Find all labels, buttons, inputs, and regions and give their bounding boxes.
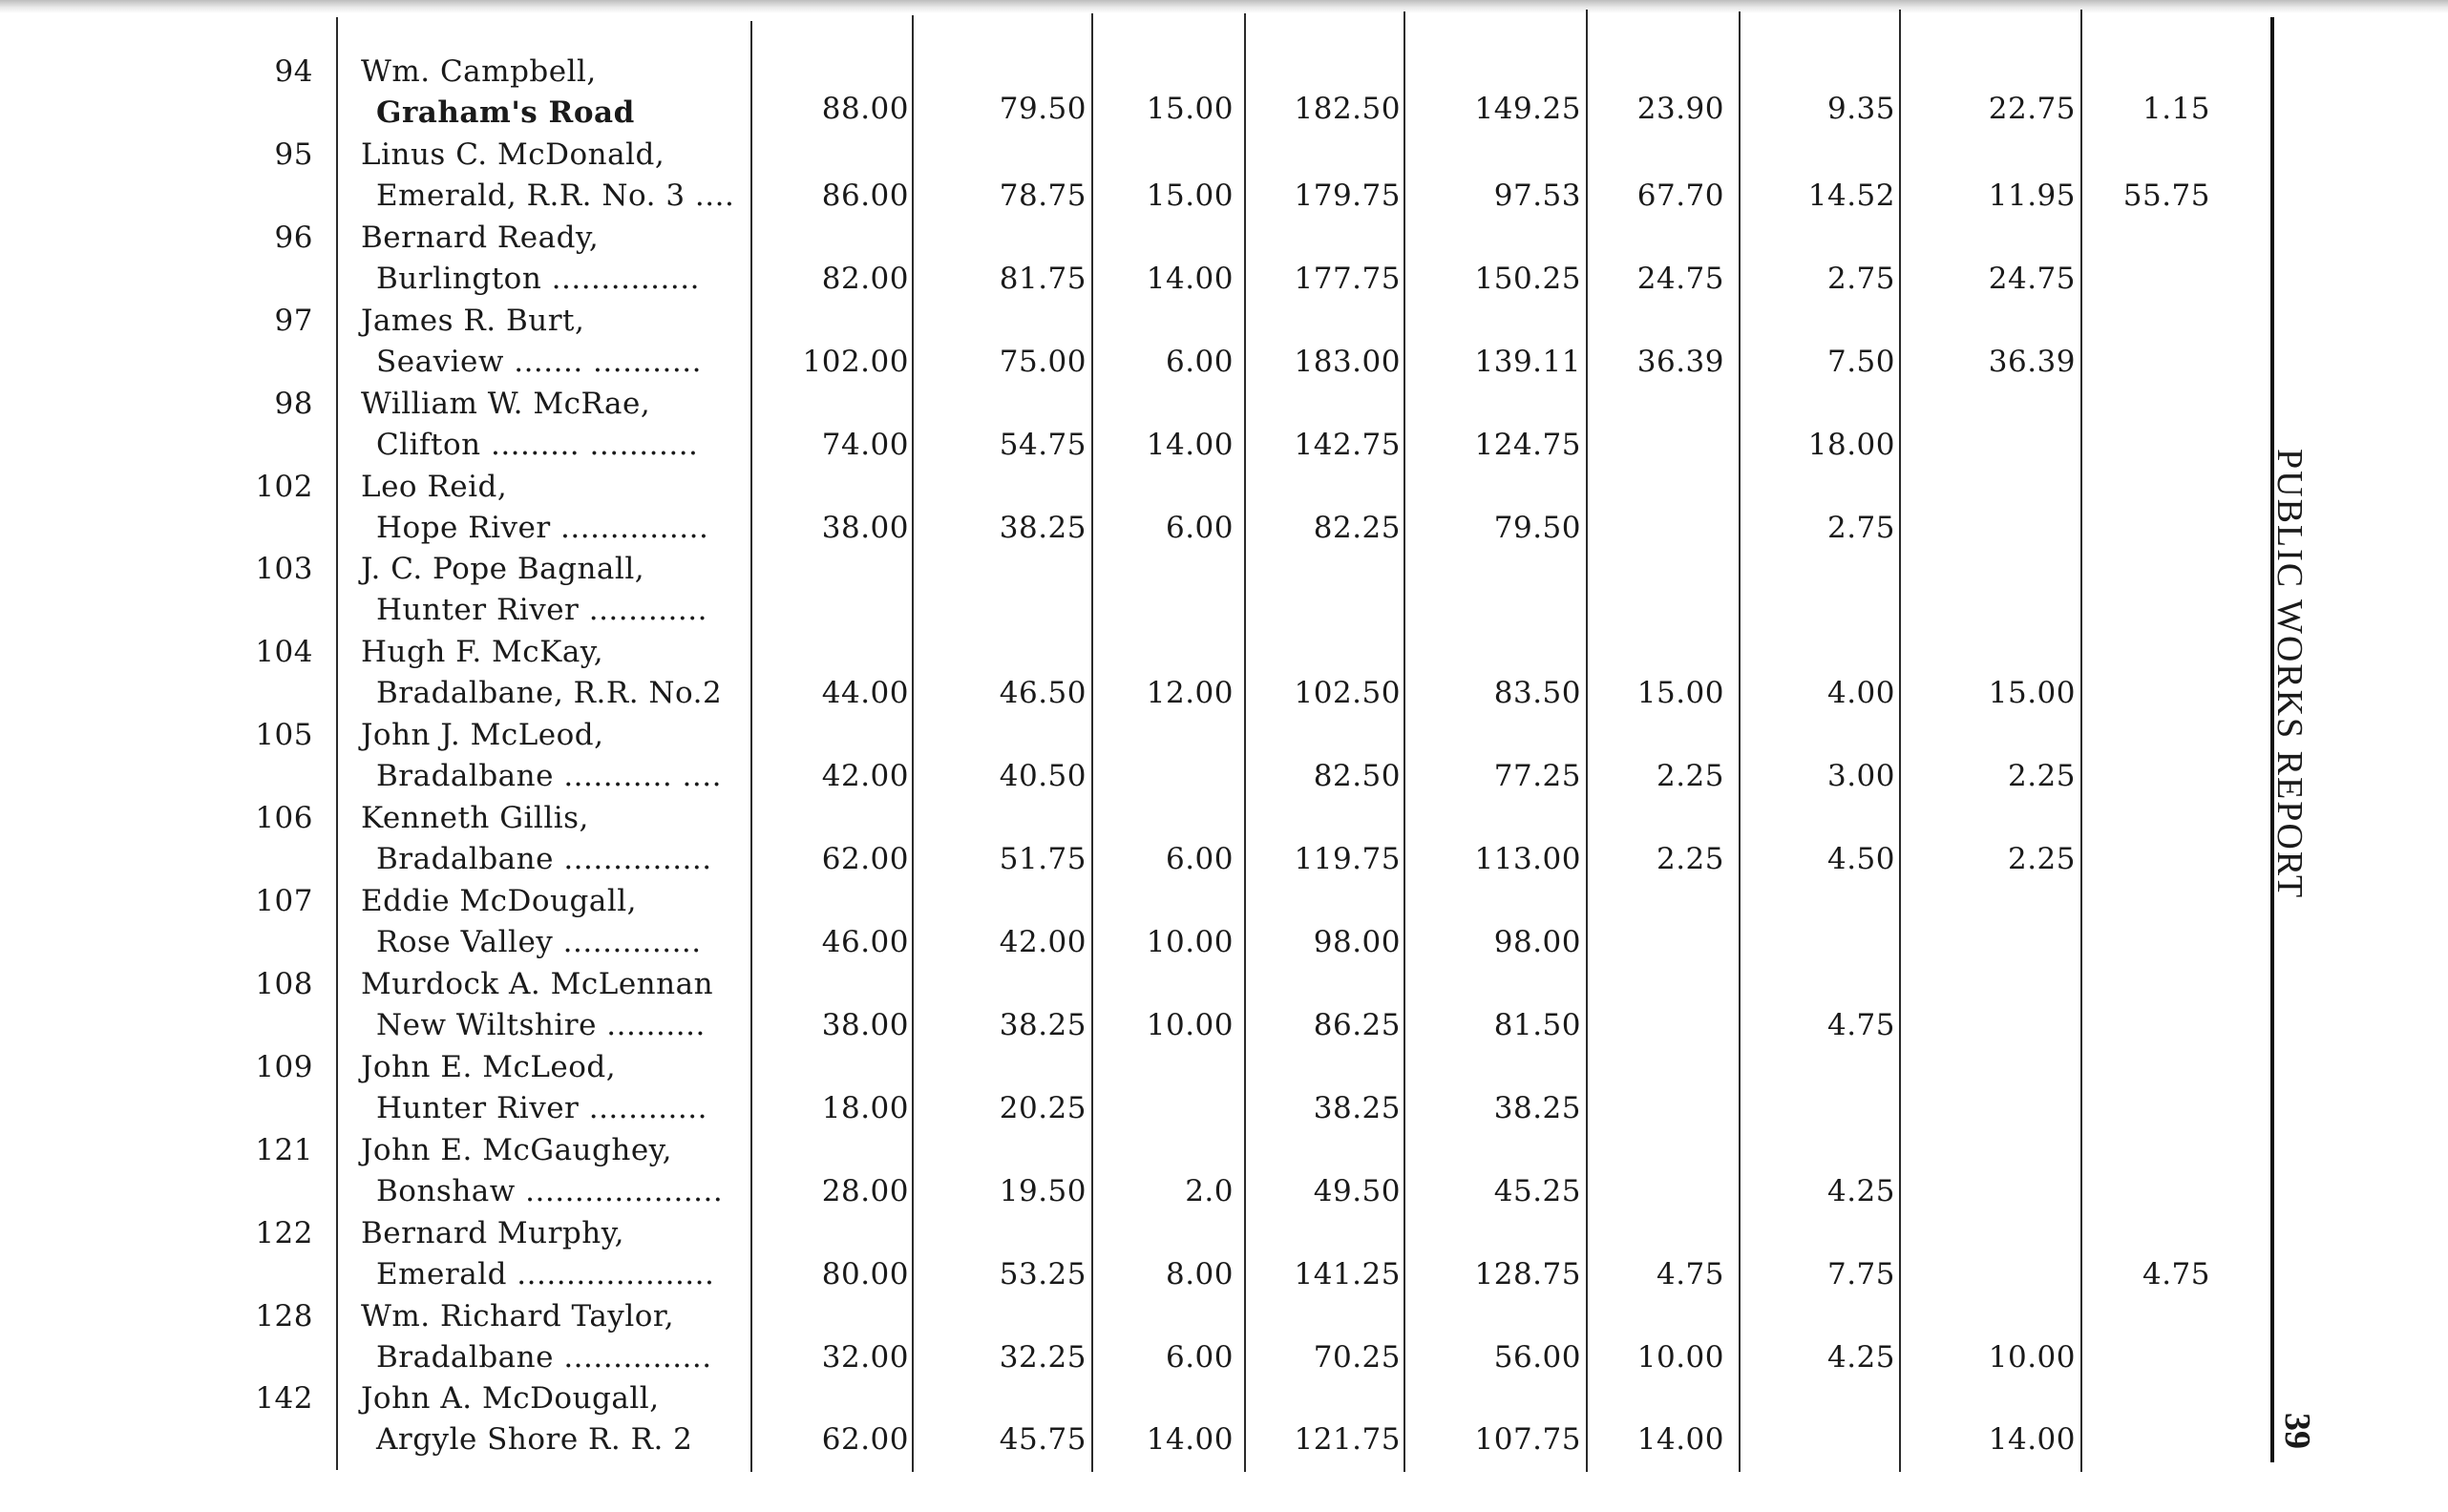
contractor-name: Hugh F. McKay, (361, 635, 604, 669)
amount-cell-c4: 98.00 (1313, 925, 1401, 959)
amount-cell-c9: 4.75 (2142, 1257, 2210, 1292)
amount-cell-c8: 10.00 (1988, 1340, 2076, 1375)
amount-cell-c9 (2000, 343, 2210, 381)
amount-cell-c8: 36.39 (1988, 345, 2076, 379)
contractor-name: John E. McGaughey, (361, 1133, 672, 1167)
amount-cell-c5: 128.75 (1474, 1257, 1581, 1292)
amount-cell-c8: 14.00 (1988, 1422, 2076, 1457)
amount-cell-c1: 88.00 (821, 92, 909, 126)
amount-cell-c9 (2000, 1420, 2210, 1459)
amount-cell-c6: 2.25 (1656, 842, 1724, 876)
contractor-address: Bradalbane ........... .... (376, 759, 722, 793)
side-title: PUBLIC WORKS REPORT (2269, 449, 2310, 900)
amount-cell-c1: 18.00 (821, 1091, 909, 1125)
amount-cell-c3: 10.00 (1146, 1008, 1234, 1042)
amount-cell-c6: 23.90 (1636, 92, 1724, 126)
amount-cell-c4: 86.25 (1313, 1008, 1401, 1042)
amount-cell-c2: 79.50 (999, 92, 1087, 126)
contractor-address: Hunter River ............ (376, 1091, 707, 1125)
column-rule (1091, 13, 1093, 1472)
amount-cell-c9: 1.15 (2142, 92, 2210, 126)
amount-cell-c2: 75.00 (999, 345, 1087, 379)
contractor-name: J. C. Pope Bagnall, (361, 552, 645, 586)
amount-cell-c3: 2.0 (1185, 1174, 1234, 1208)
row-number: 103 (255, 552, 313, 586)
amount-cell-c7: 14.52 (1807, 178, 1895, 213)
amount-cell-c9 (2000, 674, 2210, 712)
amount-cell-c5: 107.75 (1474, 1422, 1581, 1457)
amount-cell-c9 (2000, 923, 2210, 961)
amount-cell-c8: 2.25 (2007, 842, 2076, 876)
amount-cell-c4: 141.25 (1294, 1257, 1401, 1292)
amount-cell-c1: 62.00 (821, 1422, 909, 1457)
amount-cell-c3: 14.00 (1146, 1422, 1234, 1457)
amount-cell-c7 (1685, 591, 1895, 629)
amount-cell-c7: 3.00 (1826, 759, 1895, 793)
contractor-address: Emerald .................... (376, 1257, 715, 1292)
amount-cell-c6: 15.00 (1636, 676, 1724, 710)
amount-cell-c1: 80.00 (821, 1257, 909, 1292)
amount-cell-c1: 46.00 (821, 925, 909, 959)
row-number: 104 (255, 635, 313, 669)
amount-cell-c7 (1685, 1089, 1895, 1127)
column-rule (1586, 10, 1588, 1472)
amount-cell-c7: 9.35 (1826, 92, 1895, 126)
contractor-address: Hope River ............... (376, 511, 709, 545)
amount-cell-c5: 139.11 (1474, 345, 1581, 379)
amount-cell-c9 (2000, 260, 2210, 298)
amount-cell-c1: 38.00 (821, 511, 909, 545)
amount-cell-c9 (2000, 840, 2210, 878)
amount-cell-c6: 10.00 (1636, 1340, 1724, 1375)
amount-cell-c3: 14.00 (1146, 428, 1234, 462)
amount-cell-c2: 19.50 (999, 1174, 1087, 1208)
contractor-address: New Wiltshire .......... (376, 1008, 706, 1042)
amount-cell-c7: 4.00 (1826, 676, 1895, 710)
amount-cell-c7 (1685, 923, 1895, 961)
amount-cell-c9 (2000, 509, 2210, 547)
amount-cell-c5: 97.53 (1493, 178, 1581, 213)
amount-cell-c8: 2.25 (2007, 759, 2076, 793)
row-number: 108 (255, 967, 313, 1001)
row-number: 128 (255, 1299, 313, 1334)
amount-cell-c9 (2000, 426, 2210, 464)
amount-cell-c5: 45.25 (1493, 1174, 1581, 1208)
amount-cell-c5: 113.00 (1474, 842, 1581, 876)
amount-cell-c8: 22.75 (1988, 92, 2076, 126)
amount-cell-c4: 82.50 (1313, 759, 1401, 793)
amount-cell-c1: 74.00 (821, 428, 909, 462)
column-rule (1899, 10, 1901, 1472)
contractor-name: Linus C. McDonald, (361, 137, 665, 172)
amount-cell-c9 (2000, 1089, 2210, 1127)
amount-cell-c3: 15.00 (1146, 92, 1234, 126)
row-number: 98 (274, 387, 313, 421)
amount-cell-c4: 177.75 (1294, 262, 1401, 296)
amount-cell-c2: 45.75 (999, 1422, 1087, 1457)
contractor-address: Rose Valley .............. (376, 925, 702, 959)
amount-cell-c9 (2000, 591, 2210, 629)
amount-cell-c3: 8.00 (1165, 1257, 1234, 1292)
contractor-name: James R. Burt, (361, 304, 585, 338)
contractor-address: Bradalbane, R.R. No.2 (376, 676, 723, 710)
amount-cell-c3: 6.00 (1165, 345, 1234, 379)
amount-cell-c2: 78.75 (999, 178, 1087, 213)
amount-cell-c9 (2000, 1338, 2210, 1376)
contractor-name: Bernard Murphy, (361, 1216, 624, 1250)
amount-cell-c5: 150.25 (1474, 262, 1581, 296)
amount-cell-c9 (2000, 1172, 2210, 1210)
amount-cell-c1: 82.00 (821, 262, 909, 296)
amount-cell-c3: 6.00 (1165, 1340, 1234, 1375)
column-rule (2080, 10, 2082, 1472)
amount-cell-c4: 38.25 (1313, 1091, 1401, 1125)
amount-cell-c4: 119.75 (1294, 842, 1401, 876)
amount-cell-c2: 38.25 (999, 1008, 1087, 1042)
amount-cell-c4: 121.75 (1294, 1422, 1401, 1457)
amount-cell-c7 (1685, 1420, 1895, 1459)
contractor-name: John A. McDougall, (361, 1381, 660, 1416)
amount-cell-c3: 12.00 (1146, 676, 1234, 710)
row-number: 142 (255, 1381, 313, 1416)
amount-cell-c4: 82.25 (1313, 511, 1401, 545)
amount-cell-c5: 149.25 (1474, 92, 1581, 126)
amount-cell-c1: 28.00 (821, 1174, 909, 1208)
amount-cell-c1: 38.00 (821, 1008, 909, 1042)
amount-cell-c2: 32.25 (999, 1340, 1087, 1375)
amount-cell-c4: 179.75 (1294, 178, 1401, 213)
row-number: 107 (255, 884, 313, 918)
column-rule (1403, 11, 1405, 1472)
amount-cell-c2: 54.75 (999, 428, 1087, 462)
amount-cell-c4: 102.50 (1294, 676, 1401, 710)
row-number: 106 (255, 801, 313, 835)
amount-cell-c7: 4.25 (1826, 1340, 1895, 1375)
amount-cell-c1: 44.00 (821, 676, 909, 710)
row-number: 94 (274, 54, 313, 89)
column-rule (336, 17, 338, 1470)
amount-cell-c7: 4.75 (1826, 1008, 1895, 1042)
amount-cell-c8: 24.75 (1988, 262, 2076, 296)
amount-cell-c4 (1191, 591, 1401, 629)
contractor-address: Seaview ....... ........... (376, 345, 702, 379)
row-number: 121 (255, 1133, 313, 1167)
amount-cell-c3: 6.00 (1165, 842, 1234, 876)
amount-cell-c2: 40.50 (999, 759, 1087, 793)
amount-cell-c2: 81.75 (999, 262, 1087, 296)
amount-cell-c2: 38.25 (999, 511, 1087, 545)
amount-cell-c5: 77.25 (1493, 759, 1581, 793)
amount-cell-c2: 51.75 (999, 842, 1087, 876)
contractor-address: Bonshaw .................... (376, 1174, 724, 1208)
row-number: 97 (274, 304, 313, 338)
amount-cell-c1: 102.00 (802, 345, 909, 379)
amount-cell-c2: 53.25 (999, 1257, 1087, 1292)
amount-cell-c6: 4.75 (1656, 1257, 1724, 1292)
amount-cell-c6: 14.00 (1636, 1422, 1724, 1457)
contractor-name: William W. McRae, (361, 387, 651, 421)
amount-cell-c6: 2.25 (1656, 759, 1724, 793)
amount-cell-c3: 10.00 (1146, 925, 1234, 959)
amount-cell-c4: 49.50 (1313, 1174, 1401, 1208)
amount-cell-c5: 81.50 (1493, 1008, 1581, 1042)
amount-cell-c5: 83.50 (1493, 676, 1581, 710)
row-number: 122 (255, 1216, 313, 1250)
contractor-address: Emerald, R.R. No. 3 .... (376, 178, 735, 213)
amount-cell-c1: 86.00 (821, 178, 909, 213)
row-number: 95 (274, 137, 313, 172)
amount-cell-c4: 183.00 (1294, 345, 1401, 379)
amount-cell-c2: 46.50 (999, 676, 1087, 710)
contractor-name: Wm. Campbell, (361, 54, 597, 89)
contractor-name: Murdock A. McLennan (361, 967, 714, 1001)
amount-cell-c4: 70.25 (1313, 1340, 1401, 1375)
contractor-name: Eddie McDougall, (361, 884, 638, 918)
contractor-address: Bradalbane ............... (376, 1340, 712, 1375)
amount-cell-c5: 98.00 (1493, 925, 1581, 959)
amount-cell-c8: 15.00 (1988, 676, 2076, 710)
amount-cell-c5: 38.25 (1493, 1091, 1581, 1125)
column-rule (1739, 11, 1741, 1472)
contractor-address: Bradalbane ............... (376, 842, 712, 876)
contractor-name: Bernard Ready, (361, 220, 600, 255)
contractor-address: Clifton ......... ........... (376, 428, 699, 462)
amount-cell-c7: 4.25 (1826, 1174, 1895, 1208)
contractor-name: Kenneth Gillis, (361, 801, 589, 835)
amount-cell-c4: 142.75 (1294, 428, 1401, 462)
amount-cell-c2: 20.25 (999, 1091, 1087, 1125)
amount-cell-c7: 4.50 (1826, 842, 1895, 876)
amount-cell-c5: 79.50 (1493, 511, 1581, 545)
amount-cell-c3: 15.00 (1146, 178, 1234, 213)
amount-cell-c7: 2.75 (1826, 511, 1895, 545)
contractor-address: Hunter River ............ (376, 593, 707, 627)
contractor-name: John E. McLeod, (361, 1050, 617, 1084)
amount-cell-c6: 36.39 (1636, 345, 1724, 379)
amount-cell-c6: 67.70 (1636, 178, 1724, 213)
column-rule (750, 21, 752, 1472)
amount-cell-c9: 55.75 (2122, 178, 2210, 213)
amount-cell-c1: 32.00 (821, 1340, 909, 1375)
amount-cell-c7: 7.50 (1826, 345, 1895, 379)
amount-cell-c5: 124.75 (1474, 428, 1581, 462)
amount-cell-c3: 6.00 (1165, 511, 1234, 545)
contractor-address: Burlington ............... (376, 262, 700, 296)
row-number: 102 (255, 470, 313, 504)
row-number: 109 (255, 1050, 313, 1084)
amount-cell-c1: 42.00 (821, 759, 909, 793)
amount-cell-c3: 14.00 (1146, 262, 1234, 296)
contractor-name: Leo Reid, (361, 470, 508, 504)
amount-cell-c2: 42.00 (999, 925, 1087, 959)
column-rule (912, 15, 914, 1472)
contractor-name: John J. McLeod, (361, 718, 604, 752)
row-number: 105 (255, 718, 313, 752)
contractor-address: Argyle Shore R. R. 2 (376, 1422, 693, 1457)
amount-cell-c8: 11.95 (1988, 178, 2076, 213)
amount-cell-c4: 182.50 (1294, 92, 1401, 126)
contractor-name: Wm. Richard Taylor, (361, 1299, 675, 1334)
page-number: 39 (2277, 1413, 2317, 1449)
column-rule (1244, 13, 1246, 1472)
amount-cell-c5: 56.00 (1493, 1340, 1581, 1375)
row-number: 96 (274, 220, 313, 255)
amount-cell-c9 (2000, 1006, 2210, 1044)
amount-cell-c9 (2000, 757, 2210, 795)
amount-cell-c6: 24.75 (1636, 262, 1724, 296)
amount-cell-c7: 2.75 (1826, 262, 1895, 296)
contractor-address: Graham's Road (376, 95, 635, 130)
amount-cell-c7: 18.00 (1807, 428, 1895, 462)
amount-cell-c1: 62.00 (821, 842, 909, 876)
amount-cell-c7: 7.75 (1826, 1257, 1895, 1292)
